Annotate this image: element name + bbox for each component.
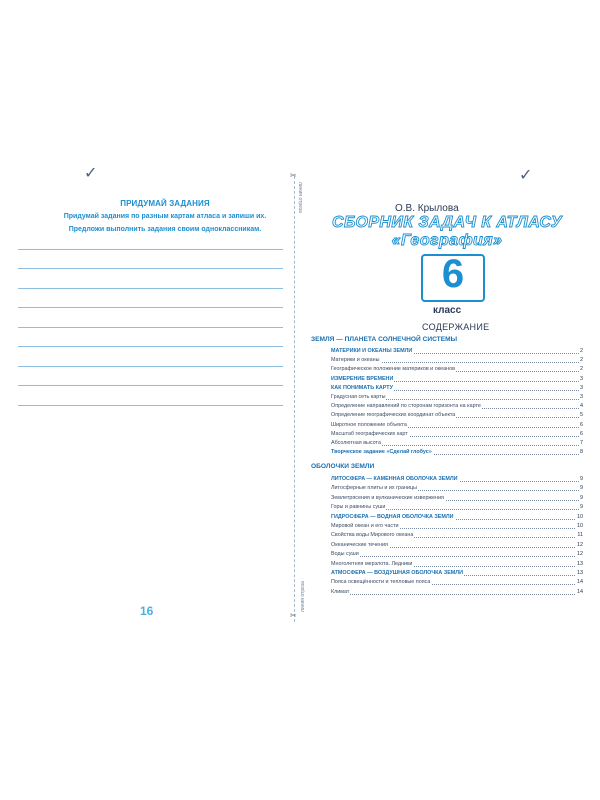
toc-entry-text: ЛИТОСФЕРА — КАМЕННАЯ ОБОЛОЧКА ЗЕМЛИ [331, 476, 458, 482]
writing-line [18, 288, 283, 289]
toc-entry-page: 10 [577, 523, 583, 529]
toc-entry-page: 7 [580, 440, 583, 446]
toc-entry-page: 10 [577, 513, 583, 520]
toc-entry [311, 569, 583, 578]
toc-entry-page: 6 [580, 430, 583, 437]
toc-entry [311, 588, 583, 597]
toc-entry-page: 11 [577, 532, 583, 539]
toc-leader-dots [331, 594, 583, 595]
toc-entry-page: 3 [580, 394, 583, 400]
toc-entry-page: 3 [580, 375, 583, 382]
toc-entry-text: Литосферные плиты и их границы [331, 485, 417, 492]
toc-entry [311, 541, 583, 550]
toc-leader-dots [331, 556, 583, 557]
toc-entry [311, 347, 583, 356]
writing-line [18, 327, 283, 328]
toc-entry-text: Определение географических координат объекта [331, 412, 456, 419]
toc-entry [311, 560, 583, 569]
toc-entry-text: Творческое задание «Сделай глобус» [331, 449, 432, 456]
toc-entry-text: ГИДРОСФЕРА — ВОДНАЯ ОБОЛОЧКА ЗЕМЛИ [331, 513, 454, 520]
toc-entry-page: 9 [580, 504, 583, 511]
toc-entry-text: Масштаб географических карт [331, 430, 408, 437]
writing-line [18, 366, 283, 367]
corner-mark-right: ✓ [519, 165, 533, 184]
toc-entry-text: АТМОСФЕРА — ВОЗДУШНАЯ ОБОЛОЧКА ЗЕМЛИ [331, 570, 463, 576]
left-page-instruction-1: Придумай задания по разным картам атласа и запиши их. [63, 213, 267, 220]
toc-entry [311, 484, 583, 493]
cut-label-top: линия отреза [297, 182, 303, 213]
toc-entry-page: 2 [580, 357, 583, 364]
toc-section-heading: ОБОЛОЧКИ ЗЕМЛИ [311, 463, 375, 470]
writing-line [18, 307, 283, 308]
author: О.В. Крылова [395, 203, 459, 214]
toc-entry-page: 3 [580, 384, 583, 391]
writing-line [18, 346, 283, 347]
grade-word: класс [433, 305, 462, 316]
toc-entry [311, 448, 583, 457]
toc-entry-text: Океанические течения [331, 541, 388, 548]
toc-entry [311, 384, 583, 393]
toc-entry-text: Землетрясения и вулканические извержения [331, 494, 444, 501]
toc-entry [311, 578, 583, 587]
toc-entry [311, 503, 583, 512]
toc-entry-page: 6 [580, 421, 583, 428]
toc-entry-text: Градусная сеть карты [331, 394, 386, 400]
writing-line [18, 385, 283, 386]
grade-box [421, 254, 485, 302]
writing-line [18, 405, 283, 406]
toc-entry [311, 365, 583, 374]
toc-entry-page: 14 [577, 579, 583, 586]
toc-entry-page: 4 [580, 403, 583, 410]
page-number: 16 [140, 604, 154, 618]
writing-line [18, 268, 283, 269]
writing-line [18, 249, 283, 250]
toc-entry-page: 12 [577, 551, 583, 558]
toc-entry [311, 494, 583, 503]
toc-entry-page: 5 [580, 412, 583, 419]
toc-entry-text: Географическое положение материков и океанов [331, 366, 455, 373]
toc-entry [311, 411, 583, 420]
toc-entry-text: ИЗМЕРЕНИЕ ВРЕМЕНИ [331, 375, 394, 382]
toc-entry [311, 439, 583, 448]
toc-entry-page: 8 [580, 449, 583, 456]
toc-entry [311, 522, 583, 531]
toc-entry-text: Климат [331, 588, 350, 595]
toc-entry-text: Широтное положение объекта [331, 421, 407, 428]
toc-entry-text: МАТЕРИКИ И ОКЕАНЫ ЗЕМЛИ [331, 348, 413, 354]
toc-entry-text: Свойства воды Мирового океана [331, 532, 414, 539]
grade-number: 6 [441, 252, 465, 296]
cut-label-bottom: линия отреза [300, 581, 306, 612]
toc-entry [311, 531, 583, 540]
toc-entry-page: 2 [580, 366, 583, 373]
toc-entry-text: Определение направлений по сторонам горизонта на карте [331, 403, 481, 410]
scissors-top-icon: ✂ [290, 171, 297, 180]
toc-entry [311, 356, 583, 365]
toc-entry [311, 421, 583, 430]
toc-entry [311, 375, 583, 384]
toc-entry-page: 12 [577, 541, 583, 548]
corner-mark-left: ✓ [84, 163, 98, 182]
toc-entry [311, 402, 583, 411]
toc-entry-text: Мировой океан и его части [331, 523, 399, 529]
toc-entry-page: 9 [580, 476, 583, 482]
toc-entry [311, 475, 583, 484]
toc-entry-page: 9 [580, 485, 583, 492]
left-page-instruction-2: Предложи выполнить задания своим одноклассникам. [68, 226, 262, 233]
toc-entry-text: Воды суши [331, 551, 359, 558]
toc-entry-text: КАК ПОНИМАТЬ КАРТУ [331, 384, 393, 391]
book-title-line-2: «География» [391, 232, 503, 249]
toc-entry-page: 14 [577, 588, 583, 595]
toc-entry-page: 13 [577, 560, 583, 567]
toc-entry-text: Абсолютная высота [331, 440, 381, 446]
contents-heading: СОДЕРЖАНИЕ [422, 322, 490, 332]
fold-cut-line [294, 176, 295, 622]
toc-section-heading: ЗЕМЛЯ — ПЛАНЕТА СОЛНЕЧНОЙ СИСТЕМЫ [311, 336, 458, 343]
toc-entry [311, 513, 583, 522]
toc-entry [311, 430, 583, 439]
toc-entry [311, 393, 583, 402]
toc-entry [311, 550, 583, 559]
toc-entry-page: 9 [580, 494, 583, 501]
book-title-line-1: СБОРНИК ЗАДАЧ К АТЛАСУ [332, 214, 562, 231]
toc-entry-text: Материки и океаны [331, 357, 380, 364]
toc-entry-text: Горы и равнины суши [331, 504, 386, 511]
toc-entry-text: Пояса освещённости и тепловые пояса [331, 579, 431, 586]
toc-entry-page: 13 [577, 570, 583, 576]
left-page-title: ПРИДУМАЙ ЗАДАНИЯ [120, 199, 210, 208]
toc-entry-page: 2 [580, 348, 583, 354]
toc-entry-text: Многолетняя мерзлота. Ледники [331, 560, 413, 567]
scissors-bottom-icon: ✂ [290, 611, 297, 620]
